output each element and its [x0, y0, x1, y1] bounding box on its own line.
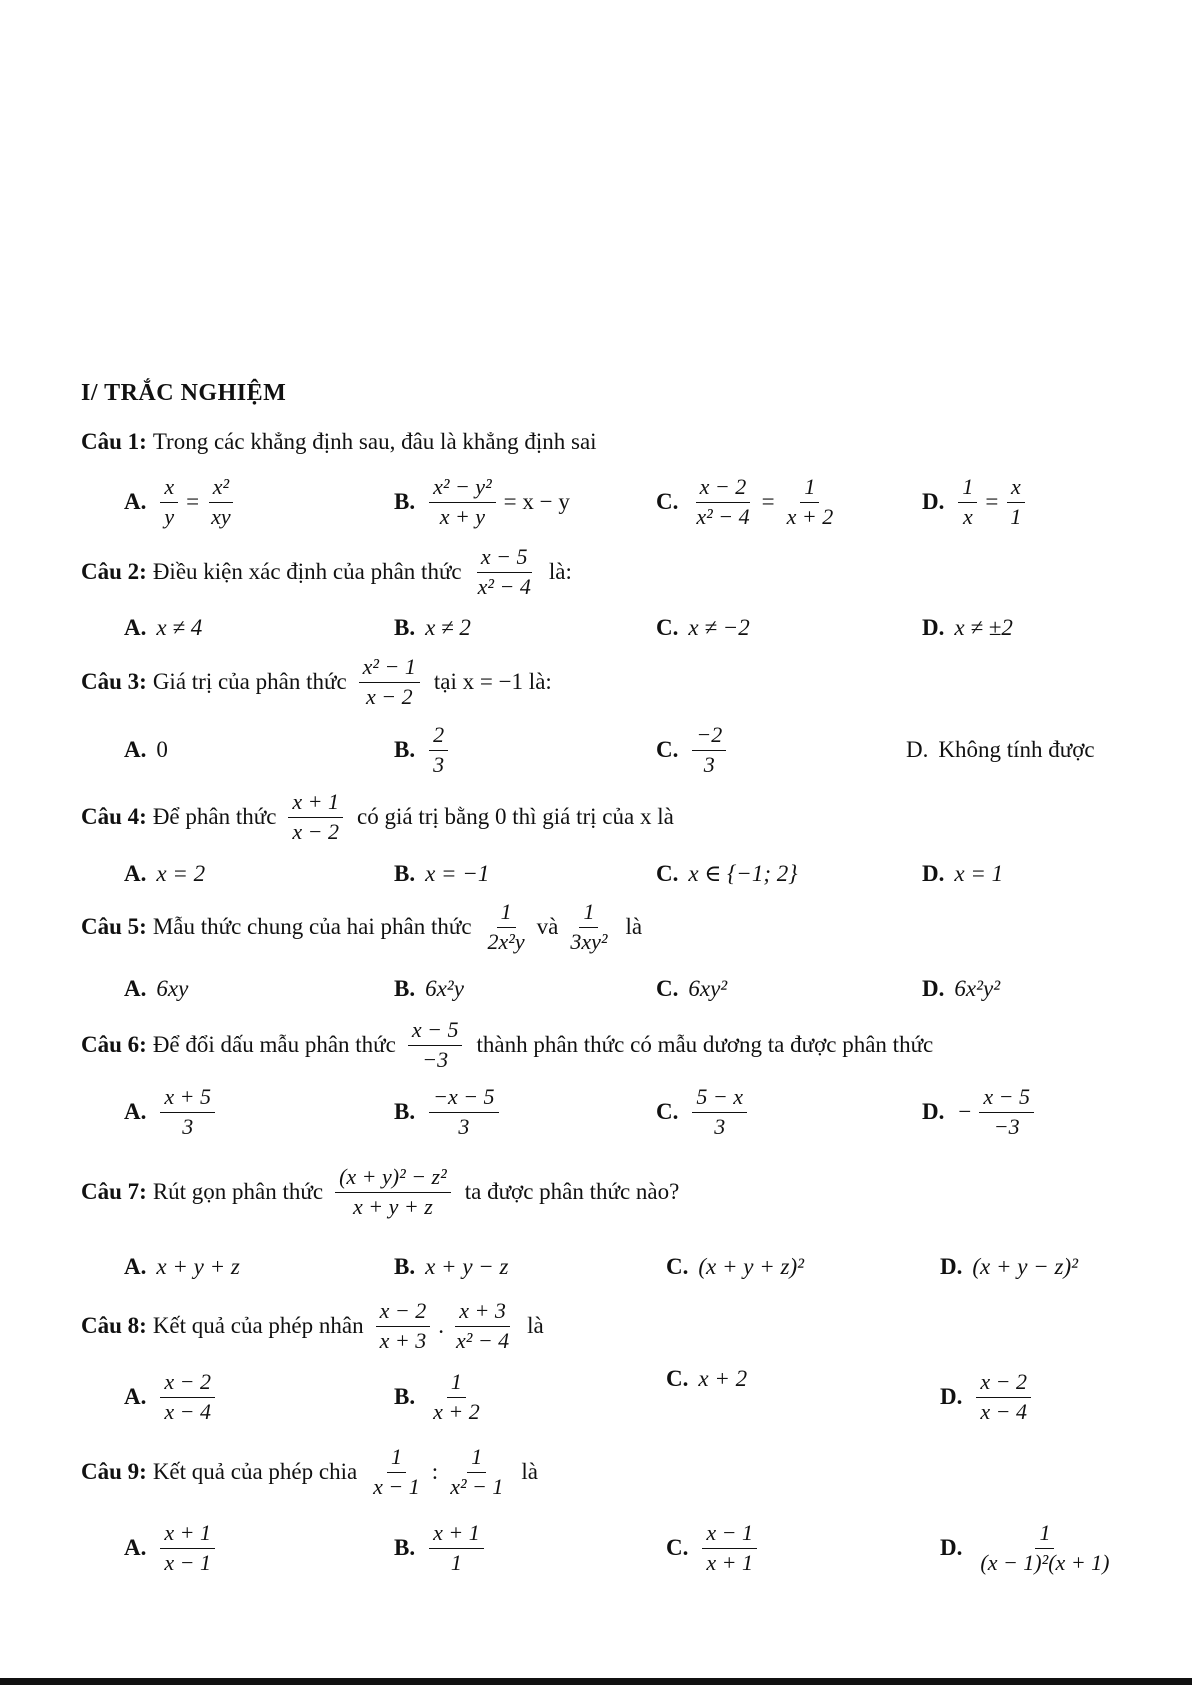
denominator: 3	[703, 751, 715, 777]
denominator: x	[962, 503, 973, 529]
fraction	[783, 475, 838, 528]
numerator: x² − y²	[429, 475, 496, 502]
fraction	[369, 1445, 424, 1498]
denominator: x + y	[439, 503, 486, 529]
fraction	[429, 1370, 484, 1423]
question-label: Câu 7:	[81, 1179, 147, 1204]
option-d	[906, 718, 1095, 782]
denominator: −3	[422, 1046, 449, 1072]
operator: .	[438, 1313, 444, 1338]
option-label: D.	[940, 1384, 963, 1409]
option-a	[124, 1365, 219, 1429]
question-3-options	[0, 718, 1192, 782]
numerator: x − 2	[976, 1370, 1031, 1397]
denominator: 3	[433, 751, 445, 777]
numerator: −x − 5	[429, 1085, 498, 1112]
option-label: D.	[922, 976, 945, 1001]
numerator: 2	[429, 723, 448, 750]
numerator: x² − 1	[359, 655, 420, 682]
option-label: B.	[394, 615, 416, 640]
question-suffix: ta được phân thức nào?	[464, 1179, 680, 1204]
question-suffix: tại x = −1 là:	[433, 669, 552, 694]
option-value: x = 2	[156, 861, 206, 886]
fraction	[160, 1370, 215, 1423]
option-a	[124, 1235, 240, 1299]
option-c	[656, 1080, 751, 1144]
fraction	[446, 1445, 507, 1498]
section-title: I/ TRẮC NGHIỆM	[81, 380, 287, 406]
numerator: 1	[800, 475, 819, 502]
option-b	[394, 470, 574, 534]
numerator: x	[1007, 475, 1025, 502]
option-label: A.	[124, 1384, 147, 1409]
denominator: xy	[211, 503, 231, 529]
option-label: D.	[940, 1254, 963, 1279]
fraction	[452, 1299, 513, 1352]
denominator: 3	[714, 1113, 726, 1139]
option-label: D.	[940, 1535, 963, 1560]
numerator: x − 5	[979, 1085, 1034, 1112]
option-label: A.	[124, 861, 147, 886]
option-label: B.	[394, 976, 416, 1001]
question-6-options	[0, 1080, 1192, 1144]
operator: =	[761, 489, 775, 514]
option-label: D.	[906, 737, 929, 762]
denominator: x + 2	[786, 503, 834, 529]
fraction	[566, 900, 611, 953]
denominator: x − 4	[164, 1398, 211, 1424]
fraction	[359, 655, 420, 708]
option-value: 6x²y²	[954, 976, 1001, 1001]
option-a	[124, 470, 239, 534]
question-7	[81, 1160, 679, 1224]
fraction	[160, 1085, 215, 1138]
denominator: −3	[993, 1113, 1020, 1139]
option-label: D.	[922, 489, 945, 514]
numerator: (x + y)² − z²	[335, 1165, 451, 1192]
question-suffix: là	[521, 1459, 539, 1484]
fraction	[702, 1521, 757, 1574]
question-suffix: là	[527, 1313, 544, 1338]
question-label: Câu 3:	[81, 669, 147, 694]
operator: = x − y	[503, 489, 570, 514]
fraction	[429, 475, 496, 528]
option-label: D.	[922, 861, 945, 886]
option-label: C.	[656, 615, 679, 640]
denominator: x − 2	[292, 818, 340, 844]
question-label: Câu 1:	[81, 429, 147, 454]
fraction	[484, 900, 529, 953]
numerator: 1	[497, 900, 516, 927]
option-label: C.	[656, 737, 679, 762]
denominator: 3	[182, 1113, 194, 1139]
numerator: 1	[579, 900, 598, 927]
question-suffix: là:	[548, 559, 572, 584]
option-value: x ≠ 4	[156, 615, 203, 640]
option-d	[940, 1516, 1118, 1580]
denominator: 2x²y	[487, 928, 525, 954]
question-text: Mẫu thức chung của hai phân thức	[152, 914, 472, 939]
option-label: A.	[124, 976, 147, 1001]
question-3	[81, 650, 552, 714]
option-label: B.	[394, 1384, 416, 1409]
fraction	[692, 475, 753, 528]
fraction	[207, 475, 235, 528]
question-suffix: là	[625, 914, 643, 939]
numerator: 1	[958, 475, 977, 502]
numerator: −2	[692, 723, 726, 750]
question-6	[81, 1013, 933, 1077]
operator: =	[985, 489, 999, 514]
option-label: A.	[124, 1535, 147, 1560]
fraction	[429, 723, 448, 776]
option-value: 6xy²	[688, 976, 728, 1001]
option-label: A.	[124, 1099, 147, 1124]
fraction	[429, 1085, 498, 1138]
question-text: Trong các khẳng định sau, đâu là khẳng định sai	[152, 429, 597, 454]
option-value: x ≠ −2	[688, 615, 750, 640]
option-c	[656, 957, 727, 1021]
option-value: (x + y + z)²	[698, 1254, 804, 1279]
option-b	[394, 1365, 488, 1429]
option-label: B.	[394, 1099, 416, 1124]
fraction	[474, 545, 535, 598]
operator: =	[186, 489, 200, 514]
denominator: x² − 4	[696, 503, 750, 529]
question-label: Câu 2:	[81, 559, 147, 584]
fraction	[429, 1521, 484, 1574]
option-d	[940, 1365, 1035, 1429]
option-b	[394, 1516, 488, 1580]
question-5-options	[0, 957, 1192, 1021]
fraction	[376, 1299, 431, 1352]
question-label: Câu 5:	[81, 914, 147, 939]
option-label: B.	[394, 489, 416, 514]
question-suffix: có giá trị bằng 0 thì giá trị của x là	[357, 804, 674, 829]
option-label: C.	[656, 1099, 679, 1124]
fraction	[976, 1521, 1113, 1574]
option-label: B.	[394, 1535, 416, 1560]
option-d	[940, 1235, 1078, 1299]
option-value: 6xy	[156, 976, 189, 1001]
question-label: Câu 4:	[81, 804, 147, 829]
option-d	[922, 596, 1013, 660]
denominator: x + 1	[706, 1549, 753, 1575]
question-text: Điều kiện xác định của phân thức	[152, 559, 462, 584]
option-label: C.	[666, 1254, 689, 1279]
question-2	[81, 540, 572, 604]
fraction	[1006, 475, 1025, 528]
option-c	[666, 1347, 747, 1411]
fraction	[979, 1085, 1034, 1138]
question-label: Câu 6:	[81, 1032, 147, 1057]
question-9-options	[0, 1516, 1192, 1580]
option-b	[394, 957, 464, 1021]
option-label: C.	[656, 976, 679, 1001]
option-label: B.	[394, 737, 416, 762]
denominator: x² − 4	[477, 573, 531, 599]
numerator: x + 3	[455, 1299, 510, 1326]
question-label: Câu 9:	[81, 1459, 147, 1484]
connector-text: và	[536, 914, 559, 939]
option-b	[394, 1235, 509, 1299]
numerator: 1	[447, 1370, 466, 1397]
denominator: x − 2	[365, 683, 413, 709]
option-a	[124, 718, 168, 782]
option-a	[124, 1080, 219, 1144]
operator: :	[431, 1459, 439, 1484]
option-label: A.	[124, 737, 147, 762]
option-c	[656, 470, 841, 534]
denominator: 1	[1010, 503, 1022, 529]
numerator: x − 2	[696, 475, 751, 502]
option-a	[124, 1516, 219, 1580]
denominator: x − 4	[980, 1398, 1027, 1424]
question-5	[81, 895, 642, 959]
option-label: A.	[124, 489, 147, 514]
denominator: x + 3	[379, 1327, 427, 1353]
option-label: C.	[666, 1535, 689, 1560]
option-c	[656, 718, 730, 782]
numerator: 5 − x	[692, 1085, 747, 1112]
option-value: x = 1	[954, 861, 1004, 886]
option-b	[394, 718, 452, 782]
question-text: Rút gọn phân thức	[152, 1179, 324, 1204]
option-c	[656, 596, 750, 660]
question-1	[81, 410, 605, 474]
numerator: x + 1	[429, 1521, 484, 1548]
option-a	[124, 957, 188, 1021]
question-text: Kết quả của phép chia	[152, 1459, 358, 1484]
denominator: x − 1	[373, 1473, 420, 1499]
denominator: 3	[458, 1113, 470, 1139]
minus-sign: −	[958, 1099, 972, 1124]
option-d	[922, 1080, 1038, 1144]
question-suffix: thành phân thức có mẫu dương ta được phân thức	[476, 1032, 934, 1057]
option-value: x ∈ {−1; 2}	[688, 861, 798, 886]
question-text: Kết quả của phép nhân	[152, 1313, 364, 1338]
numerator: x − 2	[376, 1299, 431, 1326]
option-label: B.	[394, 861, 416, 886]
option-label: A.	[124, 615, 147, 640]
option-label: D.	[922, 615, 945, 640]
numerator: 1	[1035, 1521, 1054, 1548]
option-label: D.	[922, 1099, 945, 1124]
option-value: x = −1	[425, 861, 490, 886]
question-text: Giá trị của phân thức	[152, 669, 347, 694]
option-c	[666, 1516, 761, 1580]
question-4	[81, 785, 674, 849]
option-label: C.	[656, 861, 679, 886]
option-b	[394, 1080, 503, 1144]
question-7-options	[0, 1235, 1192, 1299]
fraction	[976, 1370, 1031, 1423]
option-value: x + 2	[698, 1366, 748, 1391]
option-label: B.	[394, 1254, 416, 1279]
option-value: x ≠ 2	[425, 615, 471, 640]
denominator: 1	[450, 1549, 462, 1575]
numerator: 1	[387, 1445, 406, 1472]
option-d	[922, 470, 1029, 534]
option-label: C.	[656, 489, 679, 514]
fraction	[692, 1085, 747, 1138]
option-value: x ≠ ±2	[954, 615, 1013, 640]
option-value: x + y − z	[425, 1254, 509, 1279]
denominator: x − 1	[164, 1549, 211, 1575]
option-value: 6x²y	[425, 976, 464, 1001]
option-label: A.	[124, 1254, 147, 1279]
question-1-options	[0, 470, 1192, 534]
fraction	[692, 723, 726, 776]
option-value: x + y + z	[156, 1254, 240, 1279]
option-c	[656, 842, 797, 906]
denominator: (x − 1)²(x + 1)	[980, 1549, 1110, 1575]
numerator: x + 5	[160, 1085, 215, 1112]
option-value: Không tính được	[938, 737, 1095, 762]
denominator: x² − 1	[450, 1473, 504, 1499]
denominator: x + y + z	[353, 1193, 433, 1219]
option-d	[922, 842, 1003, 906]
question-text: Để đổi dấu mẫu phân thức	[152, 1032, 396, 1057]
numerator: x	[160, 475, 178, 502]
fraction	[160, 475, 178, 528]
fraction	[408, 1018, 463, 1071]
option-d	[922, 957, 1000, 1021]
numerator: x − 2	[160, 1370, 215, 1397]
numerator: x + 1	[288, 790, 343, 817]
option-label: C.	[666, 1366, 689, 1391]
question-8-options	[0, 1365, 1192, 1429]
question-label: Câu 8:	[81, 1313, 147, 1338]
denominator: y	[164, 503, 175, 529]
question-text: Để phân thức	[152, 804, 277, 829]
option-value: 0	[156, 737, 168, 762]
fraction	[160, 1521, 215, 1574]
option-value: (x + y − z)²	[972, 1254, 1078, 1279]
denominator: x + 2	[433, 1398, 480, 1424]
question-8	[81, 1294, 544, 1358]
question-9	[81, 1440, 538, 1504]
option-c	[666, 1235, 804, 1299]
fraction	[288, 790, 343, 843]
numerator: 1	[467, 1445, 486, 1472]
numerator: x − 1	[702, 1521, 757, 1548]
denominator: 3xy²	[570, 928, 608, 954]
denominator: x² − 4	[455, 1327, 510, 1353]
numerator: x − 5	[477, 545, 532, 572]
numerator: x − 5	[408, 1018, 463, 1045]
numerator: x + 1	[160, 1521, 215, 1548]
fraction	[335, 1165, 451, 1218]
fraction	[958, 475, 977, 528]
numerator: x²	[209, 475, 233, 502]
bottom-border	[0, 1678, 1192, 1685]
